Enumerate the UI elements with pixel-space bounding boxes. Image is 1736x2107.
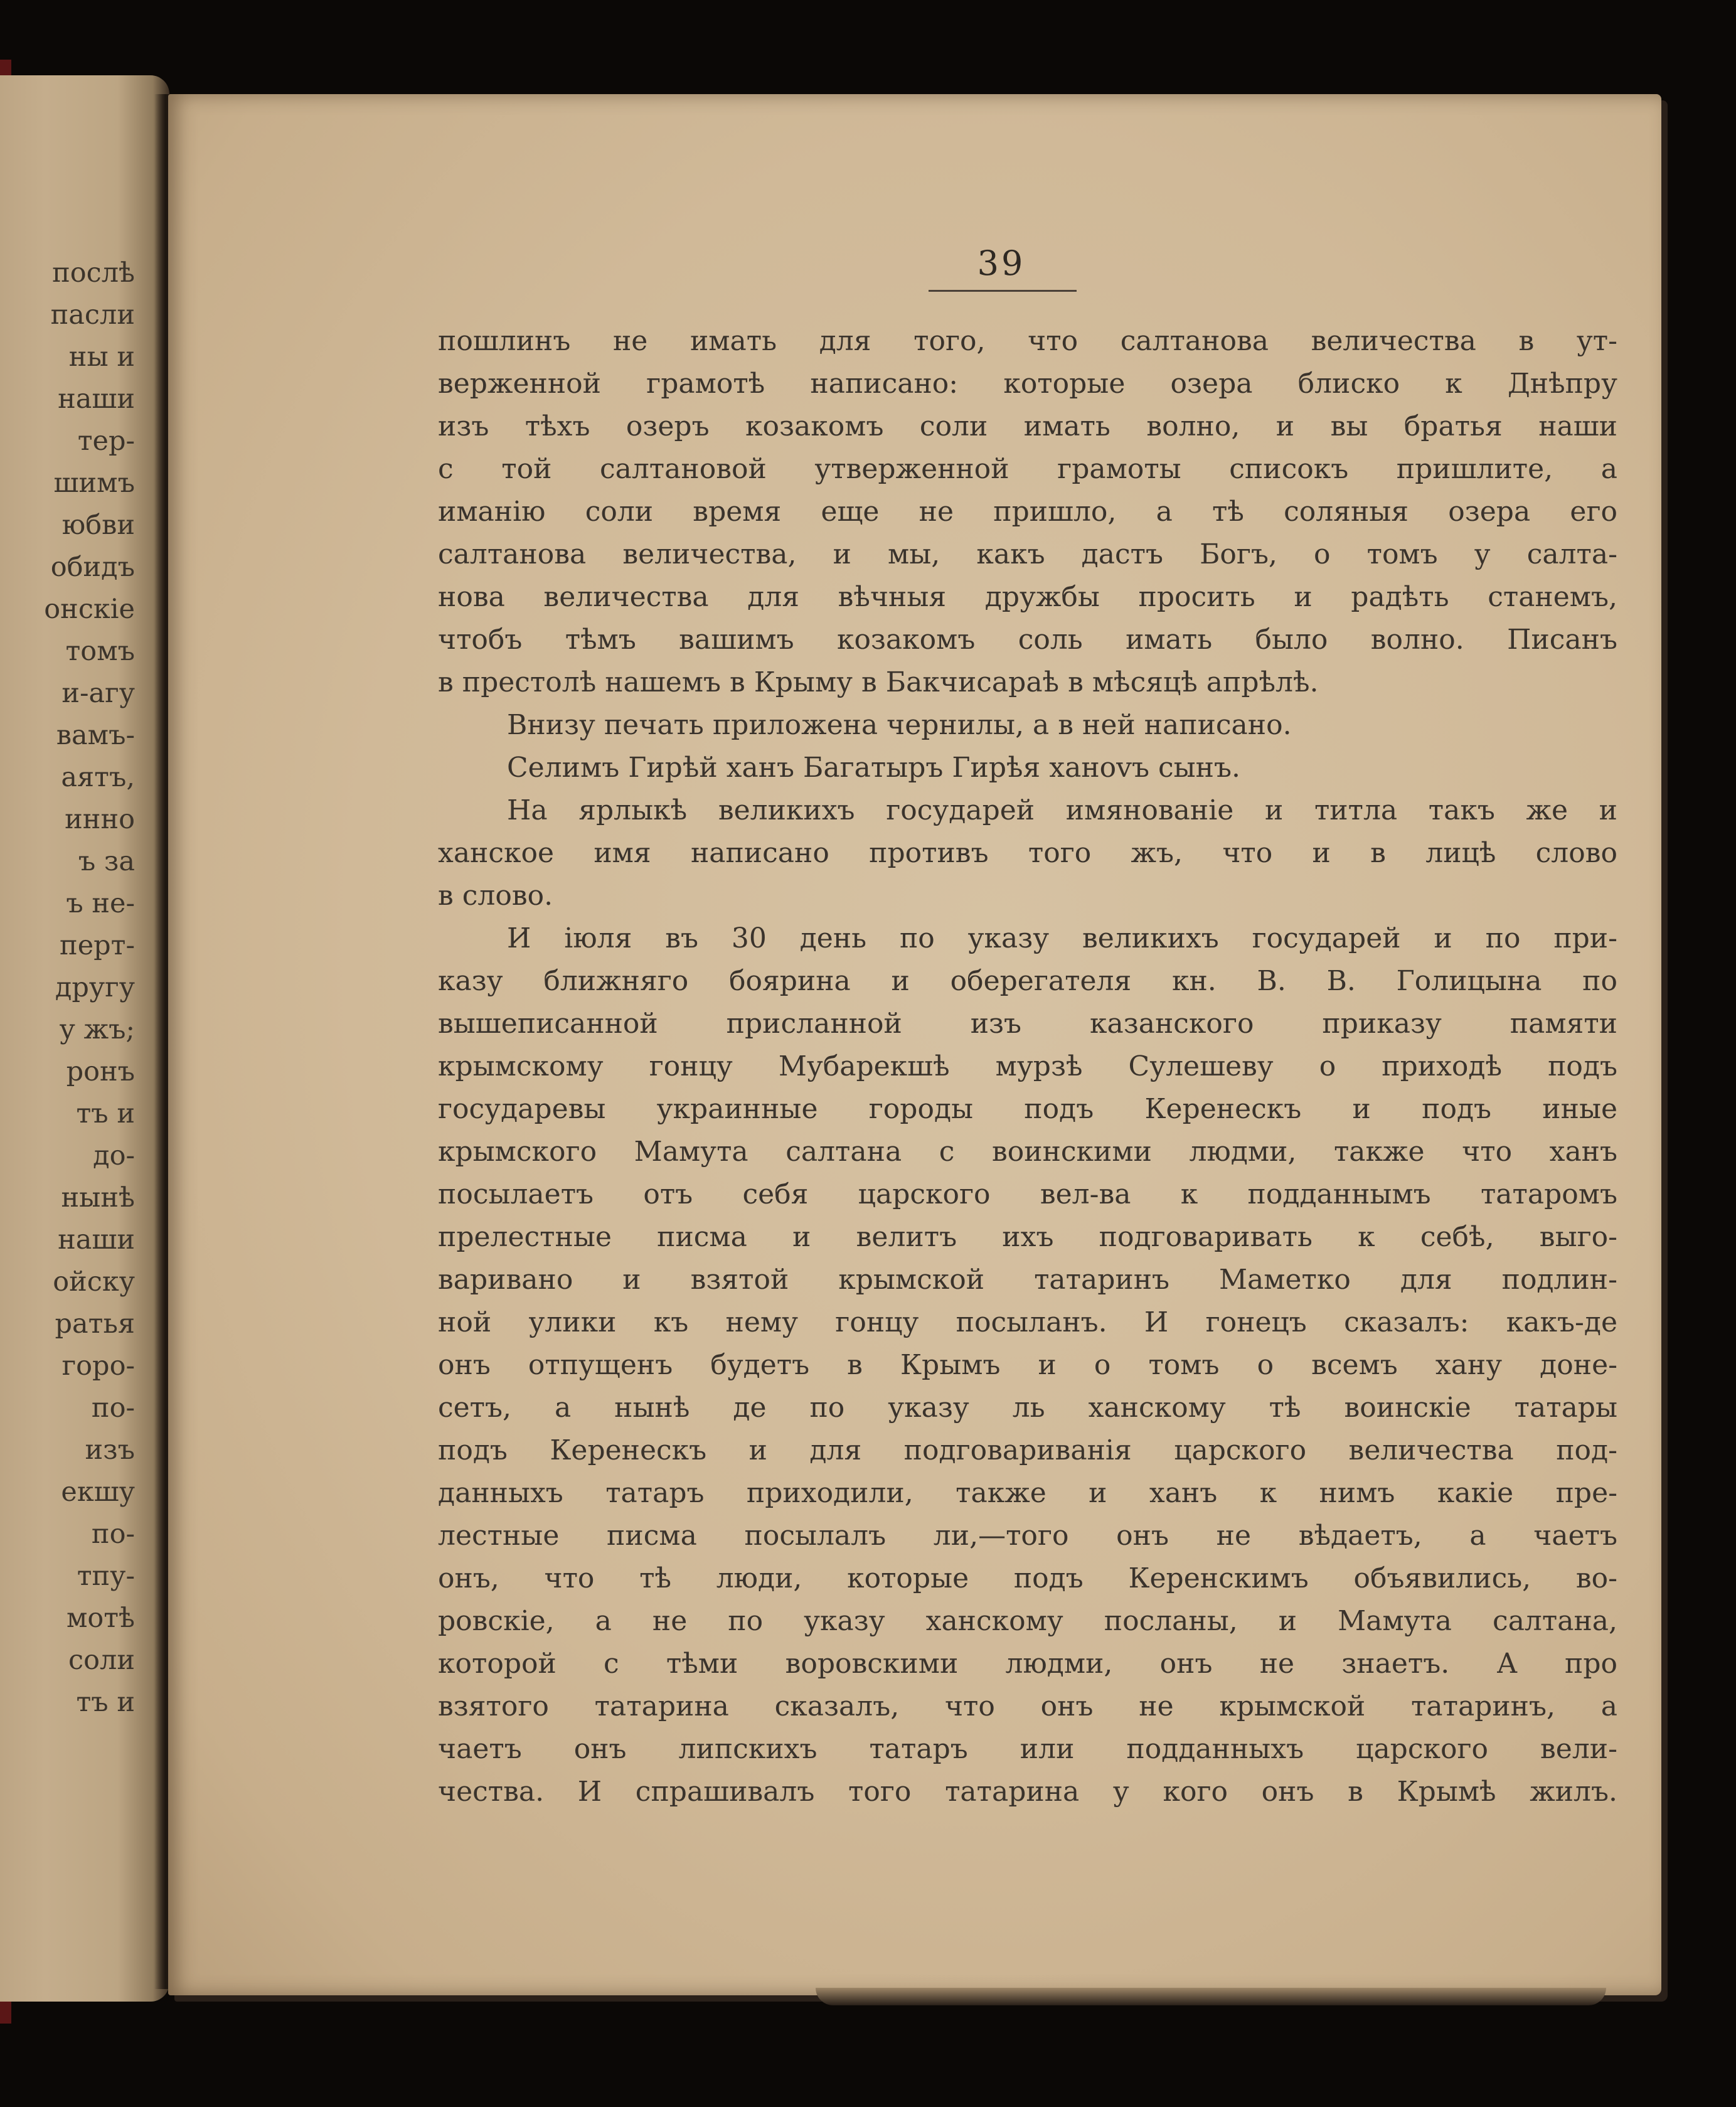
left-page-line: и-агу — [61, 678, 135, 709]
page-number-rule — [929, 290, 1077, 292]
body-text-line: крымскому гонцу Мубарекшѣ мурзѣ Сулешеву о приходѣ подъ — [438, 1050, 1617, 1082]
body-text-line: пошлинъ не имать для того, что салтанова величества в ут- — [438, 325, 1617, 357]
left-page-line: аятъ, — [61, 762, 135, 793]
body-text-line: ной улики къ нему гонцу посыланъ. И гонецъ сказалъ: какъ-де — [438, 1306, 1617, 1338]
page-bottom-edge — [816, 1988, 1606, 2005]
body-text-line: с той салтановой утверженной грамоты списокъ пришлите, а — [438, 453, 1617, 485]
body-text-line: онъ отпущенъ будетъ в Крымъ и о томъ о всемъ хану донe- — [438, 1349, 1617, 1381]
main-page — [168, 94, 1661, 1995]
left-page-line: обидъ — [50, 552, 135, 583]
body-text-line: чаетъ онъ липскихъ татаръ или подданныхъ царского вели- — [438, 1733, 1617, 1765]
left-page-line: ойску — [53, 1266, 135, 1298]
left-page-line: послѣ — [52, 257, 135, 289]
body-text-line: варивано и взятой крымской татаринъ Маметко для подлин- — [438, 1264, 1617, 1296]
left-page-line: екшу — [61, 1476, 135, 1508]
left-page-line: перт- — [60, 930, 135, 961]
body-text-line: верженной грамотѣ написано: которые озера блиско к Днѣпру — [438, 368, 1617, 400]
left-page-line: нынѣ — [61, 1182, 135, 1214]
left-page-line: тпу- — [77, 1560, 135, 1592]
body-text-line: прелестные писма и велитъ ихъ подговаривать к себѣ, выго- — [438, 1221, 1617, 1253]
left-page-line: соли — [68, 1645, 135, 1676]
left-page-line: наши — [58, 1224, 135, 1256]
body-text-line: которой с тѣми воровскими людми, онъ не знаетъ. А про — [438, 1648, 1617, 1680]
left-page-line: горо- — [61, 1350, 135, 1382]
body-text-line: иманію соли время еще не пришло, а тѣ соляныя озера его — [438, 496, 1617, 528]
body-text-line: вышеписанной присланной изъ казанского приказу памяти — [438, 1008, 1617, 1040]
left-page-line: тъ и — [76, 1687, 135, 1718]
body-text-line: государевы украинные городы подъ Керенескъ и подъ иные — [438, 1093, 1617, 1125]
left-page-line: другу — [55, 972, 135, 1003]
body-text-line: в престолѣ нашемъ в Крыму в Бакчисараѣ в мѣсяцѣ апрѣлѣ. — [438, 666, 1319, 698]
body-text-line: казу ближняго боярина и оберегателя кн. В. В. Голицына по — [438, 965, 1617, 997]
body-text-line: данныхъ татаръ приходили, также и ханъ к нимъ какіе пре- — [438, 1477, 1617, 1509]
body-text-line: ханское имя написано противъ того жъ, что и в лицѣ слово — [438, 837, 1617, 869]
left-page-line: до- — [93, 1140, 135, 1171]
left-page-line: шимъ — [53, 467, 135, 499]
left-page-line: инно — [65, 804, 135, 835]
body-text-line: крымского Мамута салтана с воинскими людми, также что ханъ — [438, 1136, 1617, 1168]
left-page-line: у жъ; — [59, 1014, 135, 1045]
body-text-line: чества. И спрашивалъ того татарина у кого онъ в Крымѣ жилъ. — [438, 1776, 1617, 1808]
left-page-text — [0, 252, 135, 1724]
left-page-line: ъ за — [78, 846, 135, 877]
page-body-text — [438, 320, 1617, 1813]
body-text-line: подъ Керенескъ и для подговариванія царского величества под- — [438, 1434, 1617, 1466]
body-text-line: И іюля въ 30 день по указу великихъ государей и по при- — [507, 922, 1617, 954]
page-number: 39 — [977, 243, 1026, 283]
body-text-line: Селимъ Гирѣй ханъ Багатыръ Гирѣя ханоvъ сынъ. — [507, 752, 1240, 784]
left-page-line: вамъ- — [56, 720, 135, 751]
body-text-line: изъ тѣхъ озеръ козакомъ соли имать волно, и вы братья наши — [438, 410, 1617, 442]
left-page-line: по- — [91, 1518, 135, 1550]
body-text-line: ровскіе, а не по указу ханскому посланы, и Мамута салтана, — [438, 1605, 1617, 1637]
left-page-line: пасли — [50, 299, 135, 331]
left-page-line: ны и — [68, 341, 135, 373]
body-text-line: онъ, что тѣ люди, которые подъ Керенскимъ объявились, во- — [438, 1562, 1617, 1594]
body-text-line: лестные писма посылалъ ли,—того онъ не вѣдаетъ, а чаетъ — [438, 1520, 1617, 1552]
left-facing-page — [0, 75, 169, 2002]
left-page-line: томъ — [65, 636, 135, 667]
left-page-line: ъ не- — [66, 888, 135, 919]
left-page-line: наши — [58, 383, 135, 415]
left-page-line: тер- — [77, 425, 135, 457]
body-text-line: На ярлыкѣ великихъ государей имянованіе и титла такъ же и — [507, 794, 1617, 826]
body-text-line: посылаетъ отъ себя царского вел-ва к подданнымъ татаромъ — [438, 1178, 1617, 1210]
body-text-line: сетъ, а нынѣ де по указу ль ханскому тѣ воинскіе татары — [438, 1392, 1617, 1424]
body-text-line: чтобъ тѣмъ вашимъ козакомъ соль имать было волно. Писанъ — [438, 624, 1617, 656]
left-page-line: юбви — [61, 509, 135, 541]
left-page-line: изъ — [85, 1434, 135, 1466]
body-text-line: в слово. — [438, 880, 553, 912]
left-page-line: тъ и — [76, 1098, 135, 1129]
left-page-line: ронъ — [66, 1056, 135, 1087]
body-text-line: нова величества для вѣчныя дружбы просить и радѣть станемъ, — [438, 581, 1617, 613]
left-page-line: онскіе — [44, 594, 135, 625]
left-page-line: мотѣ — [66, 1603, 135, 1634]
body-text-line: салтанова величества, и мы, какъ дастъ Богъ, о томъ у салта- — [438, 538, 1617, 570]
body-text-line: Внизу печать приложена чернилы, а в ней написано. — [507, 709, 1292, 741]
body-text-line: взятого татарина сказалъ, что онъ не крымской татаринъ, а — [438, 1690, 1617, 1722]
left-page-line: ратья — [55, 1308, 135, 1340]
left-page-line: по- — [91, 1392, 135, 1424]
